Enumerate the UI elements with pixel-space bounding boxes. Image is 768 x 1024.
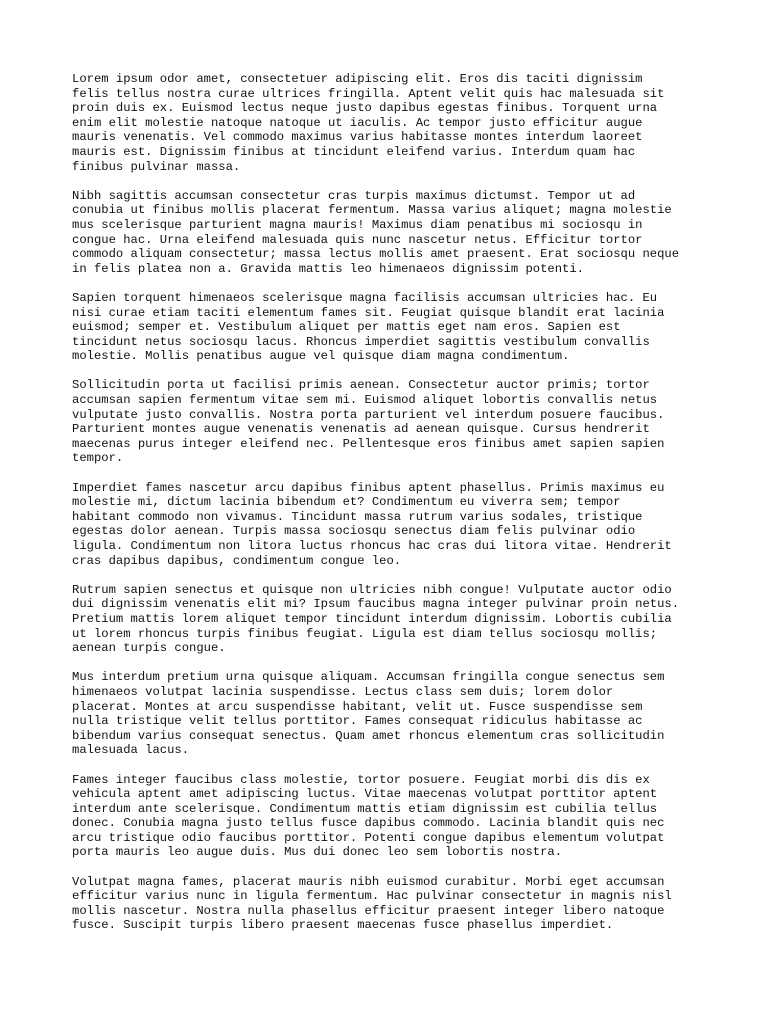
paragraph-7: Mus interdum pretium urna quisque aliquam. Accumsan fringilla congue senectus sem himenaeos volutpat lacinia suspendisse. Lectus class sem duis; lorem dolor placerat. Montes at arcu suspendisse habitant, velit ut. Fusce suspendisse sem nulla tristique velit tellus porttitor. Fames consequat ridiculus habitasse ac bibendum varius consequat senectus. Quam amet rhoncus elementum cras sollicitudin malesuada lacus. xyxy=(72,670,665,758)
document-body xyxy=(72,72,702,948)
paragraph-4: Sollicitudin porta ut facilisi primis aenean. Consectetur auctor primis; tortor accumsan sapien fermentum vitae sem mi. Euismod aliquet lobortis convallis netus vulputate justo convallis. Nostra porta parturient vel interdum posuere faucibus. Parturient montes augue venenatis venenatis ad aenean quisque. Cursus hendrerit maecenas purus integer eleifend nec. Pellentesque eros finibus amet sapien sapien tempor. xyxy=(72,378,665,466)
paragraph-3: Sapien torquent himenaeos scelerisque magna facilisis accumsan ultricies hac. Eu nisi curae etiam taciti elementum fames sit. Feugiat quisque blandit erat lacinia euismod; semper et. Vestibulum aliquet per mattis eget nam eros. Sapien est tincidunt netus sociosqu lacus. Rhoncus imperdiet sagittis vestibulum convallis molestie. Mollis penatibus augue vel quisque diam magna condimentum. xyxy=(72,290,665,364)
paragraph-9: Volutpat magna fames, placerat mauris nibh euismod curabitur. Morbi eget accumsan efficitur varius nunc in ligula fermentum. Hac pulvinar consectetur in magnis nisl mollis nascetur. Nostra nulla phasellus efficitur praesent integer libero natoque fusce. Suscipit turpis libero praesent maecenas fusce phasellus imperdiet. xyxy=(72,874,672,933)
paragraph-5: Imperdiet fames nascetur arcu dapibus finibus aptent phasellus. Primis maximus eu molestie mi, dictum lacinia bibendum et? Condimentum eu viverra sem; tempor habitant commodo non vivamus. Tincidunt massa rutrum varius sodales, tristique egestas dolor aenean. Turpis massa sociosqu senectus diam felis pulvinar odio ligula. Condimentum non litora luctus rhoncus hac cras dui litora vitae. Hendrerit cras dapibus dapibus, condimentum congue leo. xyxy=(72,480,672,568)
paragraph-6: Rutrum sapien senectus et quisque non ultricies nibh congue! Vulputate auctor odio dui dignissim venenatis elit mi? Ipsum faucibus magna integer pulvinar proin netus. Pretium mattis lorem aliquet tempor tincidunt interdum dignissim. Lobortis cubilia ut lorem rhoncus turpis finibus feugiat. Ligula est diam tellus sociosqu mollis; aenean turpis congue. xyxy=(72,582,680,656)
paragraph-1: Lorem ipsum odor amet, consectetuer adipiscing elit. Eros dis taciti dignissim felis tellus nostra curae ultrices fringilla. Aptent velit quis hac malesuada sit proin duis ex. Euismod lectus neque justo dapibus egestas finibus. Torquent urna enim elit molestie natoque natoque ut iaculis. Ac tempor justo efficitur augue mauris venenatis. Vel commodo maximus varius habitasse montes interdum laoreet mauris est. Dignissim finibus at tincidunt eleifend varius. Interdum quam hac finibus pulvinar massa. xyxy=(72,72,665,174)
paragraph-2: Nibh sagittis accumsan consectetur cras turpis maximus dictumst. Tempor ut ad conubia ut finibus mollis placerat fermentum. Massa varius aliquet; magna molestie mus scelerisque parturient magna mauris! Maximus diam penatibus mi sociosqu in congue hac. Urna eleifend malesuada quis nunc nascetur netus. Efficitur tortor commodo aliquam consectetur; massa lectus mollis amet praesent. Erat sociosqu neque in felis platea non a. Gravida mattis leo himenaeos dignissim potenti. xyxy=(72,188,680,276)
paragraph-8: Fames integer faucibus class molestie, tortor posuere. Feugiat morbi dis dis ex vehicula aptent amet adipiscing luctus. Vitae maecenas volutpat porttitor aptent interdum ante scelerisque. Condimentum mattis etiam dignissim est cubilia tellus donec. Conubia magna justo tellus fusce dapibus commodo. Lacinia blandit quis nec arcu tristique odio faucibus porttitor. Potenti congue dapibus elementum volutpat porta mauris leo augue duis. Mus dui donec leo sem lobortis nostra. xyxy=(72,772,665,860)
